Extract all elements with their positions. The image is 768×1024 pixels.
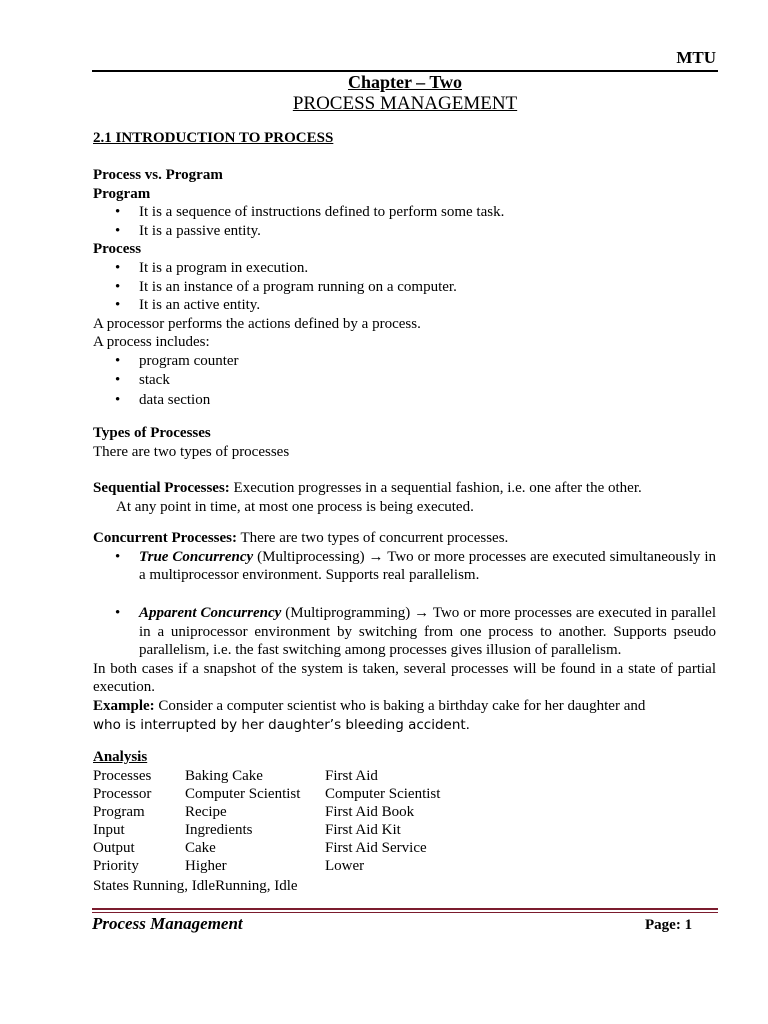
list-item: • It is an active entity. xyxy=(93,296,716,315)
table-cell: First Aid xyxy=(325,768,378,784)
table-row xyxy=(93,839,440,857)
types-intro-text: There are two types of processes xyxy=(93,443,290,460)
section-heading: 2.1 INTRODUCTION TO PROCESS xyxy=(93,130,334,146)
list-item: • It is a passive entity. xyxy=(93,222,716,241)
table-row xyxy=(93,857,440,875)
table-cell: Ingredients xyxy=(185,822,253,839)
list-item: • Apparent Concurrency (Multiprogramming) → Two or more processes are executed in parallel in a uniprocessor environment by switching from one process to another. Supports pseudo parallelism, i.e. the fast switching among processes gives illusion of parallelism. xyxy=(93,604,716,660)
table-cell: First Aid Book xyxy=(325,804,415,821)
page-number: Page: 1 xyxy=(645,917,693,933)
process-vs-program xyxy=(93,166,716,410)
list-item: • It is an instance of a program running on a computer. xyxy=(93,278,716,297)
table-cell: Input xyxy=(93,822,125,839)
sequential-cont: At any point in time, at most one process is being executed. xyxy=(116,498,474,515)
table-cell: Cake xyxy=(185,840,216,857)
table-cell: Computer Scientist xyxy=(325,786,441,803)
process-label: Process xyxy=(93,241,142,258)
page-title: PROCESS MANAGEMENT xyxy=(292,93,518,114)
analysis-table xyxy=(93,767,440,876)
example-cont: who is interrupted by her daughter’s bleeding accident. xyxy=(93,716,470,733)
program-list xyxy=(93,203,716,240)
table-cell: First Aid Kit xyxy=(325,822,401,839)
footer-rule-thin xyxy=(92,912,718,913)
apparent-block xyxy=(93,604,716,734)
table-cell: Lower xyxy=(325,858,365,875)
list-item: • True Concurrency (Multiprocessing) → Two or more processes are executed simultaneously in a multiprocessor environment. Supports real parallelism. xyxy=(93,548,716,585)
table-cell: Higher xyxy=(185,858,227,875)
concurrent-line: Concurrent Processes: There are two types of concurrent processes. xyxy=(93,530,509,546)
list-item: • stack xyxy=(93,371,716,391)
apparent-list xyxy=(93,604,716,660)
footer-rule xyxy=(92,908,718,910)
states-line: States Running, IdleRunning, Idle xyxy=(93,878,298,894)
sequential-block xyxy=(93,479,716,516)
example-line: Example: Consider a computer scientist who is baking a birthday cake for her daughter and xyxy=(93,697,646,714)
types-intro xyxy=(93,424,716,461)
both-cases-text: In both cases if a snapshot of the system is taken, several processes will be found in a state of partial execution. xyxy=(93,660,716,696)
concurrent-block xyxy=(93,529,716,585)
includes-list xyxy=(93,352,716,411)
table-cell: Recipe xyxy=(185,804,227,821)
pvp-heading: Process vs. Program xyxy=(93,167,223,183)
table-cell: Baking Cake xyxy=(185,768,263,784)
types-heading: Types of Processes xyxy=(93,425,211,441)
process-list xyxy=(93,259,716,315)
list-item: • data section xyxy=(93,391,716,411)
table-cell: Processes xyxy=(93,768,152,784)
sequential-line: Sequential Processes: Execution progresses in a sequential fashion, i.e. one after the other. xyxy=(93,480,642,496)
header-org: MTU xyxy=(676,48,716,67)
footer-title: Process Management xyxy=(92,914,243,933)
list-item: • program counter xyxy=(93,352,716,372)
table-row xyxy=(93,803,440,821)
analysis-heading: Analysis xyxy=(93,749,148,765)
list-item: • It is a sequence of instructions defined to perform some task. xyxy=(93,203,716,222)
table-row xyxy=(93,767,440,785)
includes-line: A process includes: xyxy=(93,334,210,351)
concurrency-list xyxy=(93,548,716,585)
table-cell: First Aid Service xyxy=(325,840,427,857)
table-row xyxy=(93,821,440,839)
table-cell: Program xyxy=(93,804,145,821)
table-row xyxy=(93,785,440,803)
program-label: Program xyxy=(93,185,151,202)
processor-line: A processor performs the actions defined by a process. xyxy=(93,315,421,332)
list-item: • It is a program in execution. xyxy=(93,259,716,278)
chapter-title: Chapter – Two xyxy=(347,72,462,92)
table-cell: Computer Scientist xyxy=(185,786,301,803)
table-cell: Output xyxy=(93,840,135,857)
table-cell: Processor xyxy=(93,786,152,803)
table-cell: Priority xyxy=(93,858,139,875)
